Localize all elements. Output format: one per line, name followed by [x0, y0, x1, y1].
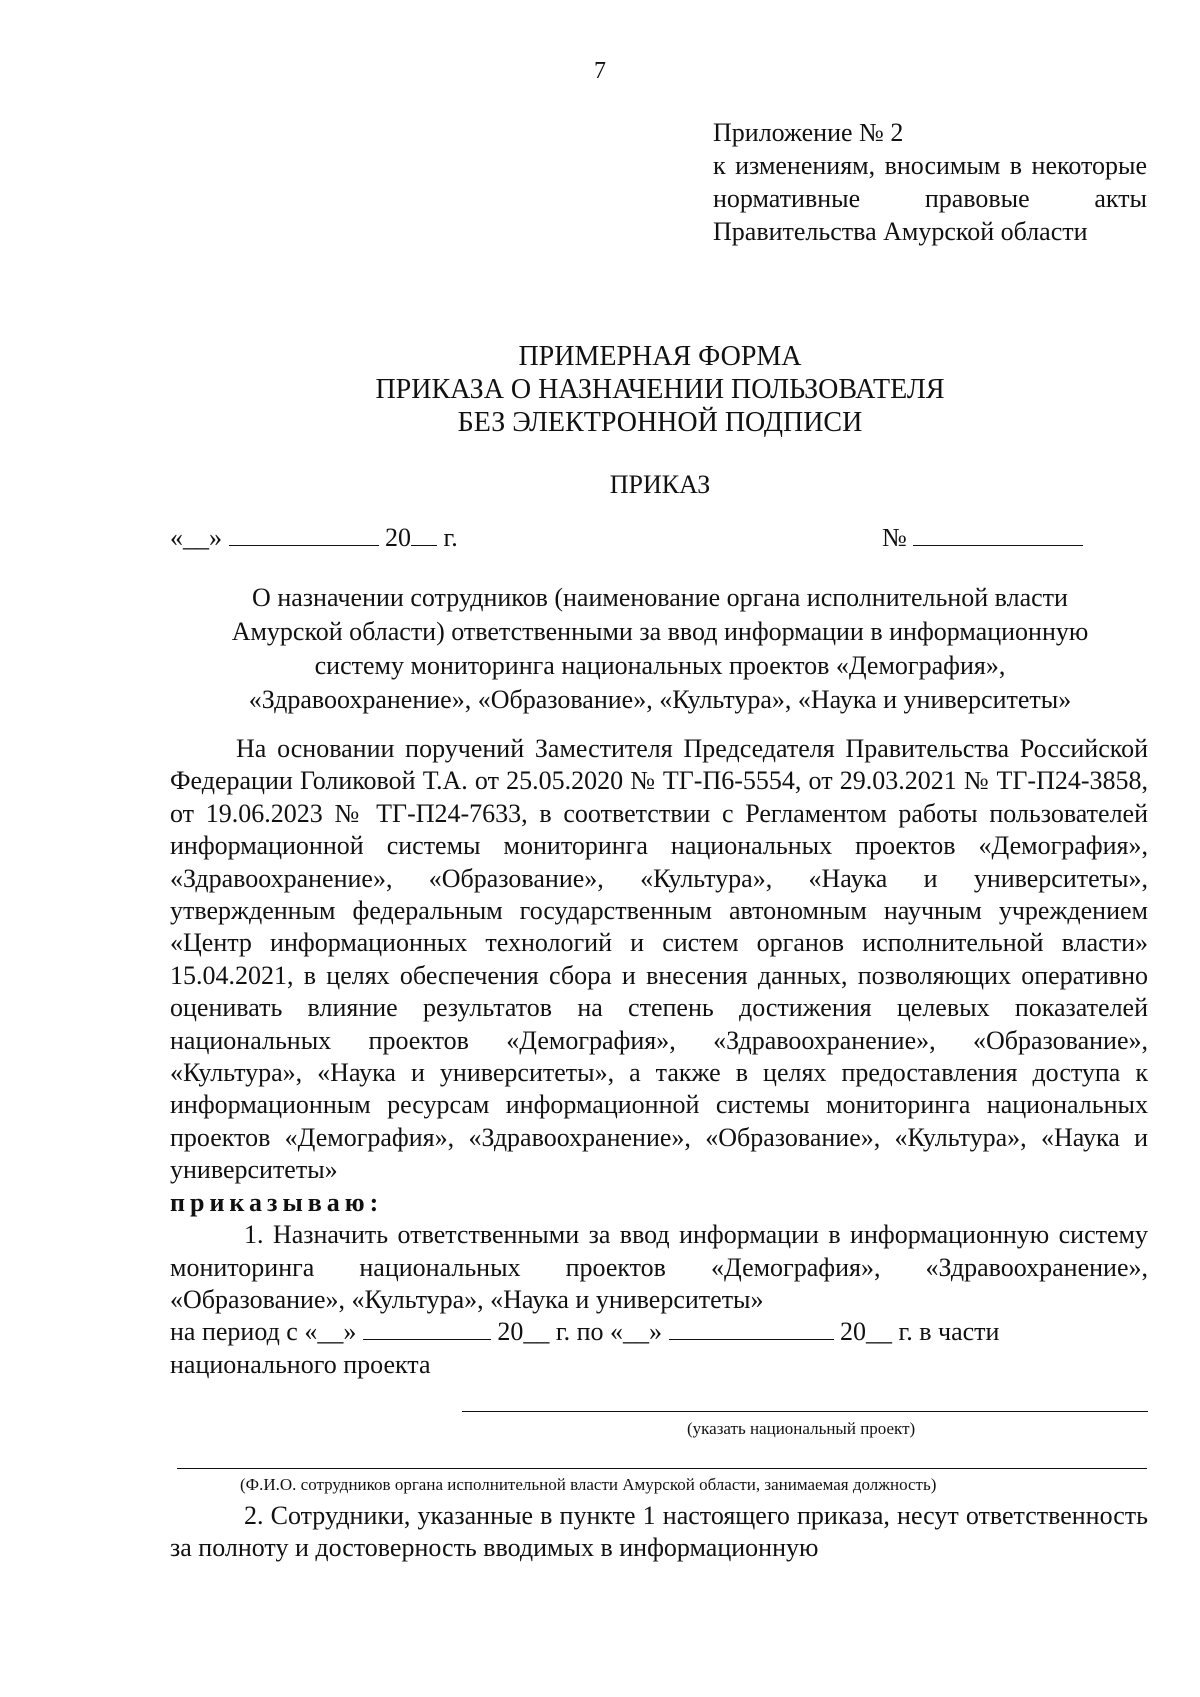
item-2 — [170, 1500, 1148, 1565]
subject-line-4: «Здравоохранение», «Образование», «Культура», «Наука и университеты» — [248, 685, 1072, 714]
order-verb-paragraph — [170, 1187, 1148, 1219]
period-start-month-blank — [363, 1319, 491, 1340]
item-1-project-line — [170, 1349, 1148, 1381]
item-1-paragraph: 1. Назначить ответственными за ввод информации в информационную систему мониторинга национальных проектов «Демография», «Здравоохранение», «Образование», «Культура», «Наука и университеты» — [170, 1220, 1148, 1314]
staff-hint: (Ф.И.О. сотрудников органа исполнительной власти Амурской области, занимаемая должность) — [240, 1475, 937, 1494]
appendix-block — [713, 116, 1147, 248]
form-title — [0, 340, 1200, 439]
period-year-2: 20__ г. в части — [840, 1317, 1000, 1347]
project-label: национального проекта — [170, 1349, 431, 1379]
order-verb: приказываю: — [170, 1187, 384, 1217]
order-date-year-blank — [411, 525, 437, 546]
staff-blank-line — [177, 1468, 1147, 1469]
subject-line-1: О назначении сотрудников (наименование органа исполнительной власти — [252, 583, 1068, 612]
order-date-line — [170, 523, 458, 553]
period-end-month-blank — [669, 1319, 834, 1340]
period-start: на период с «__» — [170, 1317, 357, 1347]
appendix-text: к изменениям, вносимым в некоторые нормативные правовые акты Правительства Амурской области — [713, 151, 1147, 246]
order-number-blank — [913, 525, 1083, 546]
order-date-day: «__» — [170, 523, 222, 552]
form-title-line-2: ПРИКАЗА О НАЗНАЧЕНИИ ПОЛЬЗОВАТЕЛЯ — [375, 374, 945, 405]
item-1-period-line — [170, 1316, 1148, 1348]
order-number-label: № — [882, 523, 907, 552]
form-title-line-1: ПРИМЕРНАЯ ФОРМА — [518, 341, 802, 372]
period-year-1: 20__ г. — [497, 1317, 571, 1347]
appendix-title: Приложение № 2 — [713, 118, 904, 147]
project-blank-line — [462, 1411, 1148, 1412]
project-hint: (указать национальный проект) — [687, 1419, 916, 1438]
preamble-paragraph: На основании поручений Заместителя Председателя Правительства Российской Федерации Голиковой Т.А. от 25.05.2020 № ТГ-П6-5554, от 29.03.2021 № ТГ-П24-3858, от 19.06.2023 № ТГ-П24-7633, в соответствии с Регламентом работы пользователей информационной системы мониторинга национальных проектов «Демография», «Здравоохранение», «Образование», «Культура», «Наука и университеты», утвержденным федеральным государственным автономным научным учреждением «Центр информационных технологий и систем органов исполнительной власти» 15.04.2021, в целях обеспечения сбора и внесения данных, позволяющих оперативно оценивать влияние результатов на степень достижения целевых показателей национальных проектов «Демография», «Здравоохранение», «Образование», «Культура», «Наука и университеты», а также в целях предоставления доступа к информационным ресурсам информационной системы мониторинга национальных проектов «Демография», «Здравоохранение», «Образование», «Культура», «Наука и университеты» — [170, 734, 1148, 1185]
order-heading: ПРИКАЗ — [609, 470, 711, 499]
order-subject — [0, 581, 1200, 717]
order-date-year-prefix: 20 — [385, 523, 411, 552]
subject-line-3: систему мониторинга национальных проектов «Демография», — [314, 651, 1006, 680]
order-body — [170, 733, 1148, 1381]
period-to: по «__» — [576, 1317, 662, 1347]
form-title-line-3: БЕЗ ЭЛЕКТРОННОЙ ПОДПИСИ — [457, 407, 863, 438]
order-number-line — [882, 523, 1083, 553]
page-number: 7 — [594, 58, 606, 84]
item-2-paragraph: 2. Сотрудники, указанные в пункте 1 настоящего приказа, несут ответственность за полноту и достоверность вводимых в информационную — [170, 1501, 1148, 1563]
order-date-year-suffix: г. — [443, 523, 458, 552]
subject-line-2: Амурской области) ответственными за ввод информации в информационную — [231, 617, 1089, 646]
order-date-month-blank — [229, 525, 379, 546]
